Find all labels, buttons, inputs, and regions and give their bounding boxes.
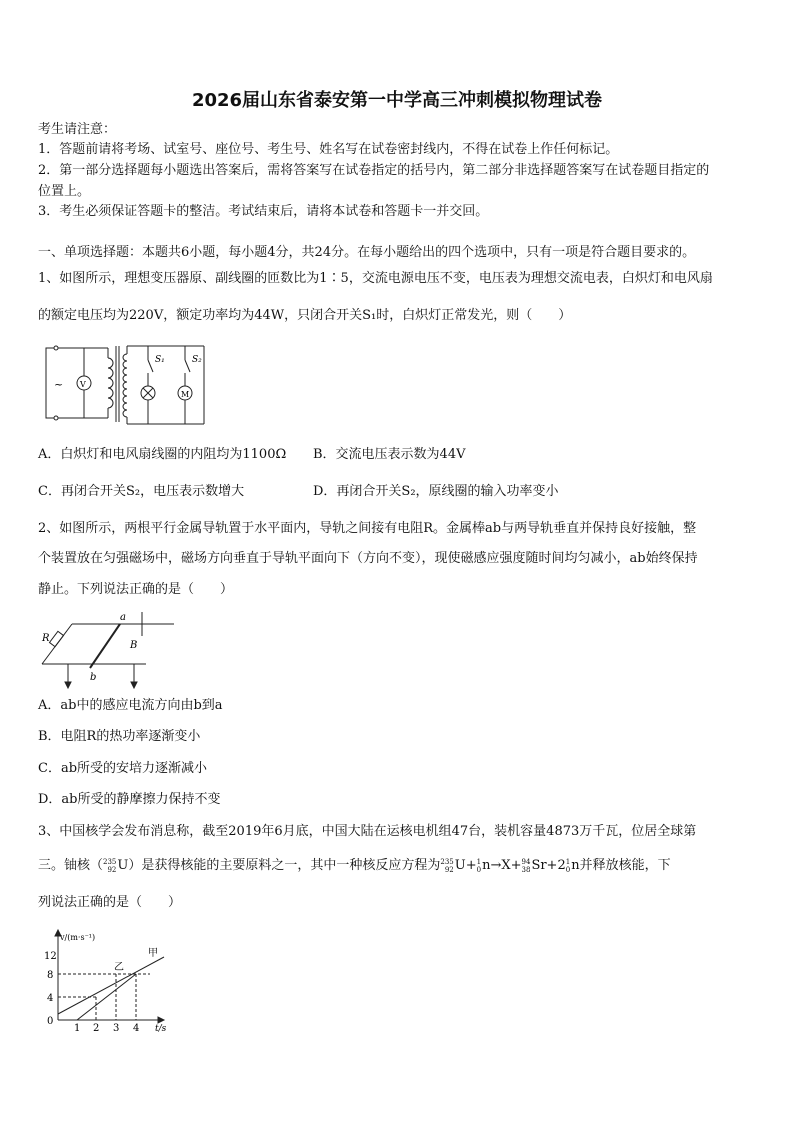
notice-item: 位置上。 xyxy=(38,184,91,199)
nuclide-indices xyxy=(566,858,570,874)
uranium-symbol: U xyxy=(454,858,466,873)
q1-option-d: D．再闭合开关S₂，原线圈的输入功率变小 xyxy=(313,484,559,499)
atomic-number: 0 xyxy=(565,865,571,874)
switch-s1-label: S₁ xyxy=(155,355,165,365)
mass-number: 94 xyxy=(521,857,531,866)
q3-text: 三。铀核（ xyxy=(38,858,104,873)
mass-number: 1 xyxy=(565,857,571,866)
q3-text: 并释放核能，下 xyxy=(579,858,671,873)
q2-option-a: A．ab中的感应电流方向由b到a xyxy=(38,698,223,713)
rails-figure xyxy=(38,608,178,690)
voltmeter-label: V xyxy=(80,380,86,389)
notice-item: 1．答题前请将考场、试室号、座位号、考生号、姓名写在试卷密封线内，不得在试卷上作任何标记。 xyxy=(38,142,619,157)
atomic-number: 38 xyxy=(521,865,531,874)
q3-stem: 列说法正确的是（ ） xyxy=(38,895,182,910)
resistor-label: R xyxy=(42,633,50,644)
notice-item: 2．第一部分选择题每小题选出答案后，需将答案写在试卷指定的括号内，第二部分非选择题答案写在试卷题目指定的 xyxy=(38,163,710,178)
y-tick-label: 8 xyxy=(47,970,54,981)
page-title: 2026届山东省泰安第一中学高三冲刺模拟物理试卷 xyxy=(191,90,603,111)
section-heading: 一、单项选择题：本题共6小题，每小题4分，共24分。在每小题给出的四个选项中，只有一项是符合题目要求的。 xyxy=(38,245,696,260)
q2-option-b: B．电阻R的热功率逐渐变小 xyxy=(38,729,201,744)
q3-text: ）是获得核能的主要原料之一，其中一种核反应方程为 xyxy=(128,858,441,873)
mass-number: 235 xyxy=(440,857,454,866)
uranium-symbol: U xyxy=(117,858,129,873)
reaction-arrow: →X+ xyxy=(490,858,522,873)
x-tick-label: 3 xyxy=(113,1023,120,1033)
series-yi-label: 乙 xyxy=(114,962,124,973)
q1-option-a: A．白炽灯和电风扇线圈的内阻均为1100Ω xyxy=(38,447,287,462)
notice-heading: 考生请注意： xyxy=(38,122,117,137)
neutron-symbol: n xyxy=(571,858,580,873)
atomic-number: 92 xyxy=(444,865,454,874)
line-jia xyxy=(58,957,164,1014)
series-jia-label: 甲 xyxy=(148,948,158,959)
q2-stem: 静止。下列说法正确的是（ ） xyxy=(38,582,234,597)
atomic-number: 0 xyxy=(476,865,482,874)
velocity-time-graph xyxy=(38,928,178,1033)
notice-item: 3．考生必须保证答题卡的整洁。考试结束后，请将本试卷和答题卡一并交回。 xyxy=(38,204,489,219)
atomic-number: 92 xyxy=(107,865,117,874)
mass-number: 1 xyxy=(476,857,482,866)
q2-option-c: C．ab所受的安培力逐渐减小 xyxy=(38,761,208,776)
motor-label: M xyxy=(181,390,190,399)
ac-source-symbol: ~ xyxy=(54,378,64,391)
strontium-symbol: Sr+2 xyxy=(531,858,566,873)
rod-end-b-label: b xyxy=(90,672,97,683)
switch-s2-label: S₂ xyxy=(192,355,202,365)
field-label: B xyxy=(130,640,138,651)
nuclide-indices xyxy=(522,858,531,874)
mass-number: 235 xyxy=(103,857,117,866)
x-tick-label: 2 xyxy=(93,1023,100,1033)
q1-option-b: B．交流电压表示数为44V xyxy=(313,447,466,462)
plus-sign: + xyxy=(465,858,477,873)
q2-stem: 2、如图所示，两根平行金属导轨置于水平面内，导轨之间接有电阻R。金属棒ab与两导轨垂直并保持良好接触，整 xyxy=(38,521,697,536)
y-tick-label: 4 xyxy=(47,993,54,1004)
x-tick-label: 4 xyxy=(133,1023,140,1033)
y-axis-label: v/(m·s⁻¹) xyxy=(60,933,96,942)
q1-stem: 的额定电压均为220V，额定功率均为44W，只闭合开关S₁时，白炽灯正常发光，则（ ） xyxy=(38,308,572,323)
y-tick-label: 12 xyxy=(44,951,57,962)
q2-stem: 个装置放在匀强磁场中，磁场方向垂直于导轨平面向下（方向不变），现使磁感应强度随时间均匀减小，ab始终保持 xyxy=(38,551,698,566)
transformer-circuit-figure xyxy=(38,340,213,430)
q2-option-d: D．ab所受的静摩擦力保持不变 xyxy=(38,792,221,807)
x-axis-label: t/s xyxy=(155,1024,167,1033)
q1-option-c: C．再闭合开关S₂，电压表示数增大 xyxy=(38,484,245,499)
nuclide-indices xyxy=(440,858,453,874)
y-tick-label: 0 xyxy=(47,1016,54,1027)
q3-stem-line2 xyxy=(38,856,671,876)
uranium-nuclide-indices xyxy=(103,858,116,874)
q1-stem: 1、如图所示，理想变压器原、副线圈的匝数比为1∶5，交流电源电压不变，电压表为理想交流电表，白炽灯和电风扇 xyxy=(38,271,713,286)
neutron-symbol: n xyxy=(482,858,491,873)
x-tick-label: 1 xyxy=(74,1023,81,1033)
rod-end-a-label: a xyxy=(120,612,126,623)
q3-stem: 3、中国核学会发布消息称，截至2019年6月底，中国大陆在运核电机组47台，装机容量4873万千瓦，位居全球第 xyxy=(38,824,697,839)
nuclide-indices xyxy=(477,858,481,874)
